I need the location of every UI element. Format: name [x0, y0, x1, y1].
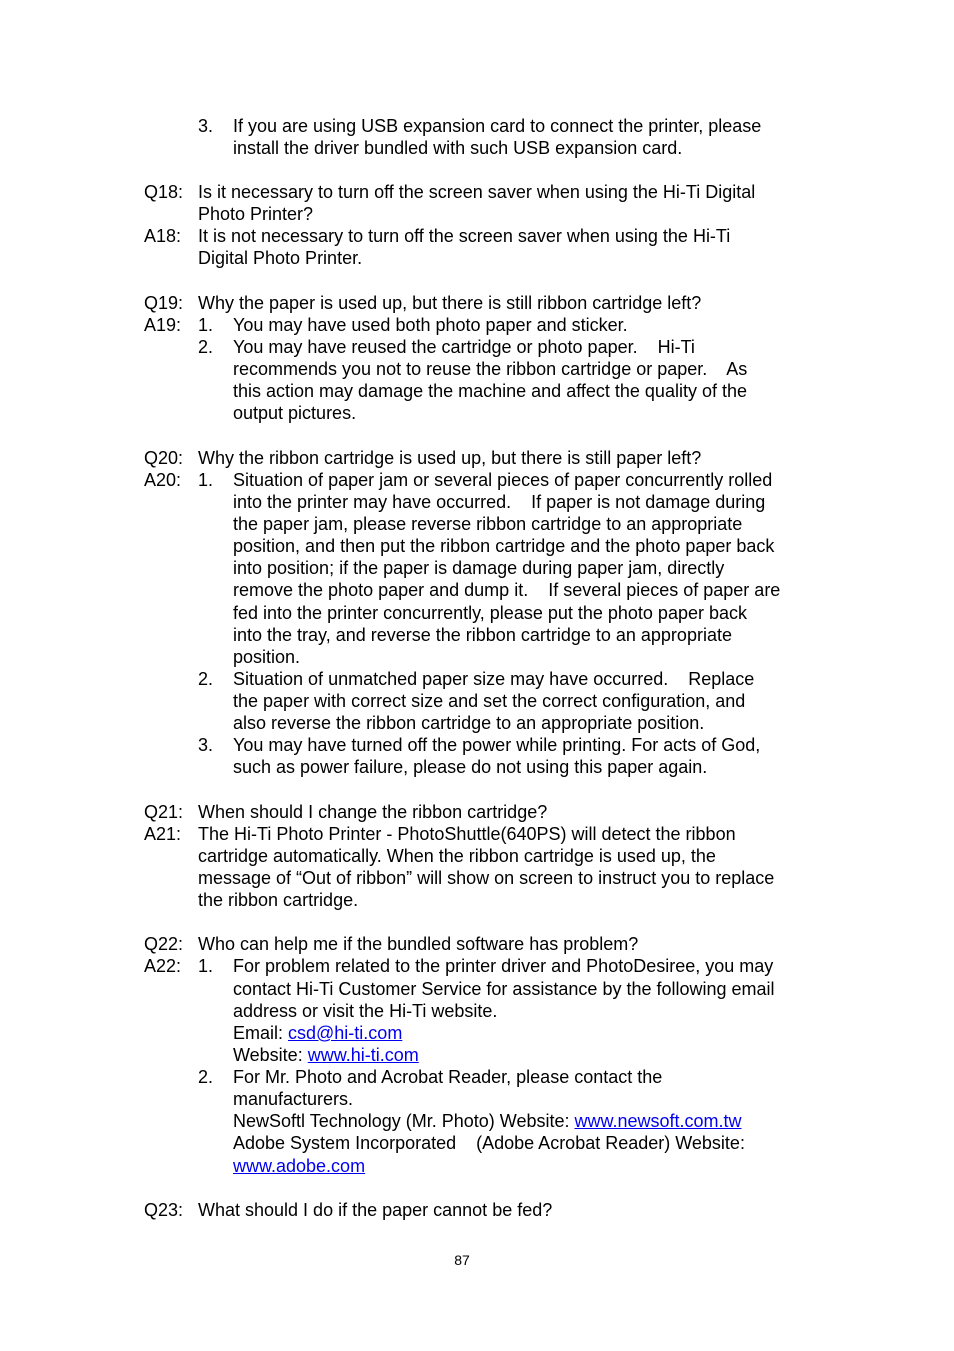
question-text: What should I do if the paper cannot be fed? — [198, 1200, 553, 1220]
list-number: 2. — [198, 669, 214, 689]
list-item-text: the paper with correct size and set the correct configuration, and — [233, 691, 746, 711]
list-item-text: install the driver bundled with such USB expansion card. — [233, 138, 683, 158]
answer-label: A22: — [144, 956, 182, 976]
question-label: Q23: — [144, 1200, 184, 1220]
list-number: 1. — [198, 470, 214, 490]
website-label: Website: — [233, 1045, 308, 1065]
list-number: 3. — [198, 116, 214, 136]
list-item-text: Situation of paper jam or several pieces of paper concurrently rolled — [233, 470, 773, 490]
list-number: 2. — [198, 1067, 214, 1087]
list-number: 1. — [198, 315, 214, 335]
list-item-text: If you are using USB expansion card to connect the printer, please — [233, 116, 762, 136]
adobe-label: Adobe System Incorporated (Adobe Acrobat Reader) Website: — [233, 1133, 745, 1153]
newsoft-link[interactable]: www.newsoft.com.tw — [574, 1111, 742, 1131]
list-item-text: fed into the printer concurrently, please put the photo paper back — [233, 603, 747, 623]
answer-text: message of “Out of ribbon” will show on screen to instruct you to replace — [198, 868, 775, 888]
website-link[interactable]: www.hi-ti.com — [307, 1045, 419, 1065]
email-line — [233, 1022, 402, 1044]
list-item-text: You may have turned off the power while printing. For acts of God, — [233, 735, 761, 755]
question-label: Q18: — [144, 182, 184, 202]
question-label: Q20: — [144, 448, 184, 468]
newsoft-line — [233, 1110, 742, 1132]
list-item-text: such as power failure, please do not using this paper again. — [233, 757, 708, 777]
answer-text: It is not necessary to turn off the screen saver when using the Hi-Ti — [198, 226, 731, 246]
list-item-text: into position; if the paper is damage during paper jam, directly — [233, 558, 725, 578]
newsoft-label: NewSoftl Technology (Mr. Photo) Website: — [233, 1111, 575, 1131]
list-item-text: You may have reused the cartridge or photo paper. Hi-Ti — [233, 337, 695, 357]
question-label: Q22: — [144, 934, 184, 954]
list-item-text: also reverse the ribbon cartridge to an appropriate position. — [233, 713, 705, 733]
answer-label: A18: — [144, 226, 182, 246]
list-item-text: into the printer may have occurred. If paper is not damage during — [233, 492, 766, 512]
question-label: Q21: — [144, 802, 184, 822]
list-item-text: contact Hi-Ti Customer Service for assistance by the following email — [233, 979, 775, 999]
list-item-text: recommends you not to reuse the ribbon cartridge or paper. As — [233, 359, 748, 379]
list-item-text: output pictures. — [233, 403, 357, 423]
website-line — [233, 1044, 419, 1066]
email-link[interactable]: csd@hi-ti.com — [288, 1023, 403, 1043]
question-text: Why the ribbon cartridge is used up, but there is still paper left? — [198, 448, 702, 468]
email-label: Email: — [233, 1023, 289, 1043]
adobe-link[interactable]: www.adobe.com — [233, 1156, 366, 1176]
question-text: Why the paper is used up, but there is still ribbon cartridge left? — [198, 293, 702, 313]
list-item-text: into the tray, and reverse the ribbon cartridge to an appropriate — [233, 625, 732, 645]
list-item-text: the paper jam, please reverse ribbon cartridge to an appropriate — [233, 514, 743, 534]
list-number: 3. — [198, 735, 214, 755]
list-item-text: For problem related to the printer driver and PhotoDesiree, you may — [233, 956, 774, 976]
list-item-text: this action may damage the machine and affect the quality of the — [233, 381, 747, 401]
question-text: Photo Printer? — [198, 204, 314, 224]
list-item-text: address or visit the Hi-Ti website. — [233, 1001, 498, 1021]
list-item-text: position. — [233, 647, 301, 667]
list-number: 1. — [198, 956, 214, 976]
list-item-text: For Mr. Photo and Acrobat Reader, please contact the — [233, 1067, 663, 1087]
question-label: Q19: — [144, 293, 184, 313]
answer-label: A21: — [144, 824, 182, 844]
list-number: 2. — [198, 337, 214, 357]
answer-text: the ribbon cartridge. — [198, 890, 359, 910]
list-item-text: Situation of unmatched paper size may have occurred. Replace — [233, 669, 755, 689]
answer-text: cartridge automatically. When the ribbon cartridge is used up, the — [198, 846, 716, 866]
question-text: Who can help me if the bundled software has problem? — [198, 934, 639, 954]
answer-text: Digital Photo Printer. — [198, 248, 363, 268]
question-text: Is it necessary to turn off the screen saver when using the Hi-Ti Digital — [198, 182, 756, 202]
list-item-text: position, and then put the ribbon cartridge and the photo paper back — [233, 536, 775, 556]
list-item-text: manufacturers. — [233, 1089, 354, 1109]
answer-label: A20: — [144, 470, 182, 490]
list-item-text: remove the photo paper and dump it. If several pieces of paper are — [233, 580, 781, 600]
page-number: 87 — [454, 1252, 470, 1268]
question-text: When should I change the ribbon cartridge? — [198, 802, 548, 822]
answer-label: A19: — [144, 315, 182, 335]
answer-text: The Hi-Ti Photo Printer - PhotoShuttle(640PS) will detect the ribbon — [198, 824, 736, 844]
list-item-text: You may have used both photo paper and sticker. — [233, 315, 628, 335]
